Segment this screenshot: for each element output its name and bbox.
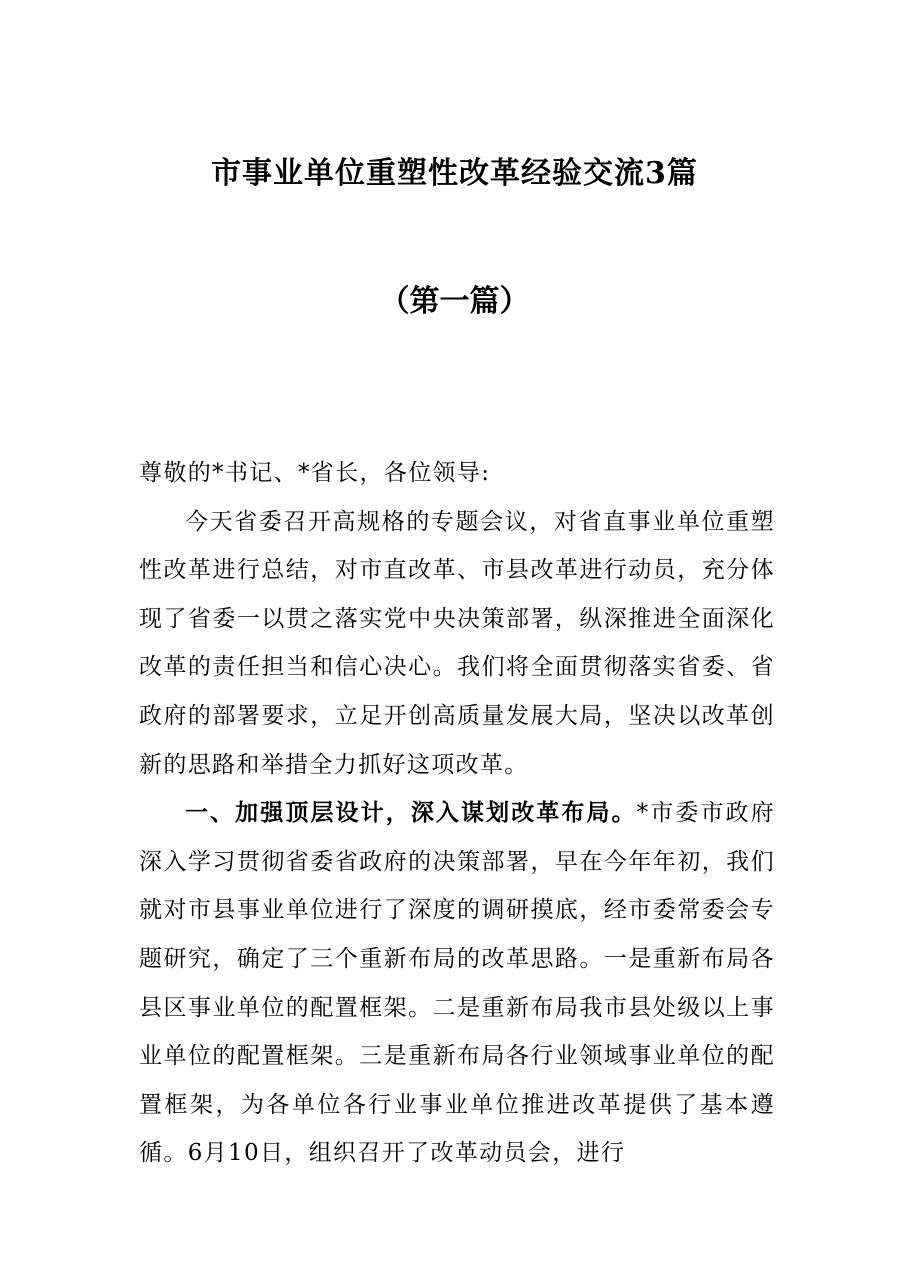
paragraph-2	[139, 789, 775, 1178]
section-heading: （第一篇）	[379, 284, 530, 319]
document-title: 市事业单位重塑性改革经验交流3篇	[211, 156, 698, 191]
paragraph-1	[139, 498, 775, 790]
salutation: 尊敬的*书记、*省长，各位领导:	[139, 460, 491, 486]
paragraph-2-heading: 一、加强顶层设计，深入谋划改革布局。	[185, 799, 637, 827]
paragraph-1-text: 今天省委召开高规格的专题会议，对省直事业单位重塑性改革进行总结，对市直改革、市县改革进行动员，充分体现了省委一以贯之落实党中央决策部署，纵深推进全面深化改革的责任担当和信心决心。我们将全面贯彻落实省委、省政府的部署要求，立足开创高质量发展大局，坚决以改革创新的思路和举措全力抓好这项改革。	[139, 508, 775, 778]
paragraph-2-text: *市委市政府深入学习贯彻省委省政府的决策部署，早在今年年初，我们就对市县事业单位进行了深度的调研摸底，经市委常委会专题研究，确定了三个重新布局的改革思路。一是重新布局各县区事业单位的配置框架。二是重新布局我市县处级以上事业单位的配置框架。三是重新布局各行业领域事业单位的配置框架，为各单位各行业事业单位推进改革提供了基本遵循。6月10日，组织召开了改革动员会，进行	[139, 800, 775, 1167]
document-body	[139, 449, 775, 1178]
